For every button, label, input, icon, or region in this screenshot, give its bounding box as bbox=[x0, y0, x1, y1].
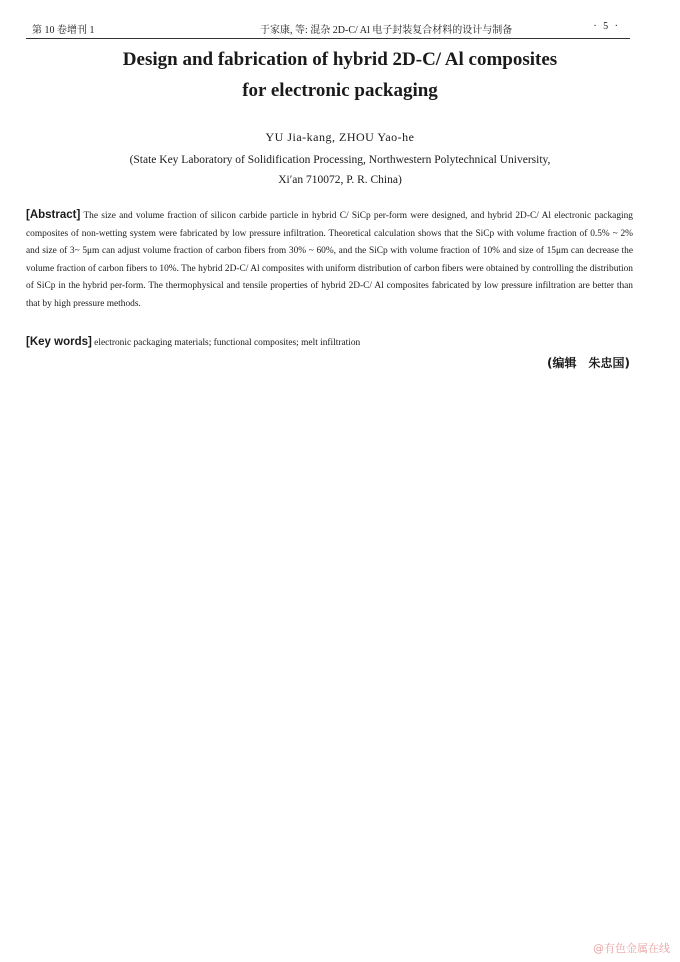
running-title: 于家康, 等: 混杂 2D-C/ Al 电子封装复合材料的设计与制备 bbox=[260, 25, 513, 36]
keywords-text: electronic packaging materials; functional composites; melt infiltration bbox=[94, 338, 361, 348]
keywords bbox=[26, 336, 633, 348]
page-number: · 5 · bbox=[593, 21, 620, 32]
editor-note: (编辑 朱忠国) bbox=[547, 356, 630, 370]
abstract-label: [Abstract] bbox=[26, 209, 81, 221]
abstract-text: The size and volume fraction of silicon carbide particle in hybrid C/ SiCp per-form were designed, and hybrid 2D-C/ Al electronic packaging composites of non-wetting system were fabricated by low pressure infiltration. Theoretical calculation shows that the SiCp with volume fraction of 0.5% ~ 2% and size of 3~ 5μm can adjust volume fraction of carbon fibers from 30% ~ 60%, and the SiCp with volume fraction of 10% and size of 15μm can decrease the volume fraction of carbon fibers to 10%. The hybrid 2D-C/ Al composites with uniform distribution of carbon fibers were obtained by controlling the distribution of SiCp in the hybrid per-form. The thermophysical and tensile properties of hybrid 2D-C/ Al composites fabricated by low pressure infiltration are better than that by high pressure methods. bbox=[26, 211, 633, 309]
title-line-1: Design and fabrication of hybrid 2D-C/ Al composites bbox=[122, 49, 558, 70]
title-line-2: for electronic packaging bbox=[242, 80, 438, 101]
paper-title bbox=[0, 44, 680, 106]
running-header bbox=[26, 16, 630, 39]
affiliation bbox=[0, 150, 680, 190]
affiliation-line-1: (State Key Laboratory of Solidification Processing, Northwestern Polytechnical University, bbox=[129, 154, 551, 166]
authors: YU Jia-kang, ZHOU Yao-he bbox=[265, 130, 415, 144]
affiliation-line-2: Xi′an 710072, P. R. China) bbox=[278, 174, 402, 186]
keywords-label: [Key words] bbox=[26, 336, 92, 348]
watermark: @有色金属在线 bbox=[593, 942, 670, 955]
abstract bbox=[26, 207, 633, 314]
journal-volume: 第 10 卷增刊 1 bbox=[32, 25, 95, 36]
